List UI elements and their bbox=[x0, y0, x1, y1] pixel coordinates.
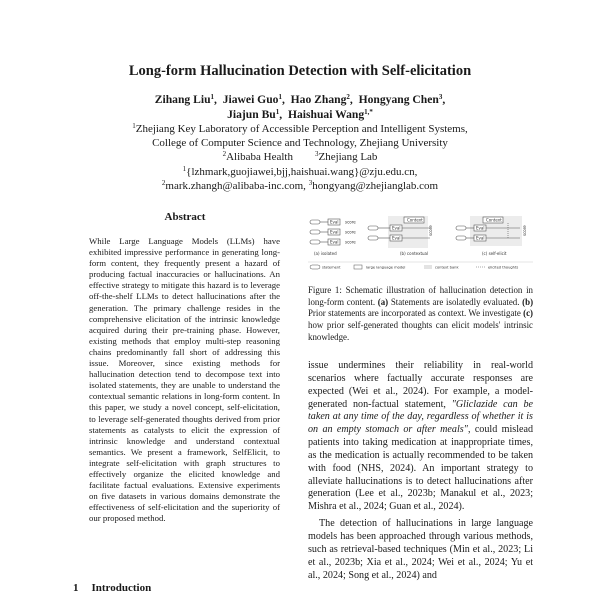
svg-text:statement: statement bbox=[322, 265, 341, 270]
svg-text:Eval: Eval bbox=[392, 235, 401, 241]
figure-panel-b bbox=[368, 216, 433, 256]
figure-caption: Figure 1: Schematic illustration of hallucination detection in long-form content. (a) Statements are isolatedly evaluated. (b) Prior statements are incorporated as context. We investigate (c) how prior self-generated thoughts can elicit models' intrinsic knowledge. bbox=[308, 285, 534, 342]
svg-text:Context: Context bbox=[486, 217, 502, 223]
svg-text:score: score bbox=[345, 219, 356, 225]
paragraph: issue undermines their reliability in real-world scenarios where factually accurate responses are expected (Wei et al., 2024). For example, a model-generated non-factual statement, "Gliclazide can be taken at any time of the day, regardless of whether it is on an empty stomach or after meals", could mislead patients into taking medication at inappropriate times, as the medication is actually recommended to be taken with food (NHS, 2024). An important strategy to alleviate hallucinations is to detect hallucinations after generation (Lee et al., 2023b; Manakul et al., 2023; Mishra et al., 2024; Guan et al., 2024). bbox=[308, 360, 534, 513]
svg-text:context bank: context bank bbox=[435, 265, 459, 270]
email-line-1: $^1${lzhmark,guojiawei,bjj,haishuai.wang}@zju.edu.cn, bbox=[182, 164, 418, 178]
svg-text:score: score bbox=[522, 225, 527, 236]
author-line-2: Jiajun Bu$^1$, Haishuai Wang$^{1,*}$ bbox=[227, 108, 373, 121]
paragraph: The detection of hallucinations in large language models has been approached through various methods, such as retrieval-based techniques (Min et al., 2023; Li et al., 2023b; Xia et al., 2024; Wei et al., 2024; Yu et al., 2024; Song et al., 2024) and bbox=[308, 518, 533, 581]
figure-panel-a bbox=[310, 219, 356, 256]
figure-panel-c bbox=[456, 216, 527, 256]
section-heading: 1 Introduction bbox=[73, 582, 152, 594]
abstract-text: While Large Language Models (LLMs) have exhibited impressive performance in generating long-form content, they frequently present a hazard of producing factual inaccuracies or hallucinations. An effective strategy to mitigate this hazard is to leverage off-the-shelf LLMs to detect hallucinations after the generation. The primary challenge resides in the comprehensive elicitation of the intrinsic knowledge acquired during their pre-training phase. However, existing methods that employ multi-step reasoning chains predominantly fall short of addressing this issue. Moreover, since existing methods for hallucination detection tend to decompose text into isolated statements, they are unable to understand the contextual semantic relations in long-form content. In this paper, we study a novel concept, self-elicitation, to leverage self-generated thoughts derived from prior statements as catalysts to elicit the expression of intrinsic knowledge and understand contextual semantics. We present a framework, SelfElicit, to integrate self-elicitation with graph structures to effectively organize the elicited knowledge and facilitate factual evaluations. Extensive experiments on five datasets in various domains demonstrate the effectiveness of self-elicitation and the superiority of our proposed method. bbox=[89, 236, 280, 524]
author-list bbox=[0, 92, 600, 122]
figure-panel-label: (a) isolated bbox=[314, 251, 337, 256]
abstract-heading: Abstract bbox=[164, 211, 206, 223]
affiliation-2-3: $^2$Alibaba Health $^3$Zhejiang Lab bbox=[222, 150, 378, 164]
author-name: Hao Zhang bbox=[290, 93, 347, 106]
body-text bbox=[308, 360, 533, 582]
affiliations bbox=[0, 122, 600, 193]
author-name: Jiawei Guo bbox=[222, 93, 279, 106]
affiliation-1-cont: College of Computer Science and Technology, Zhejiang University bbox=[152, 137, 448, 150]
svg-text:Eval: Eval bbox=[476, 235, 485, 241]
svg-text:score: score bbox=[428, 225, 433, 236]
author-line-1: Zihang Liu$^1$, Jiawei Guo$^1$, Hao Zhang$^2$, Hongyang Chen$^3$, bbox=[154, 93, 446, 106]
email-line-2: $^2$mark.zhangh@alibaba-inc.com, $^3$hongyang@zhejianglab.com bbox=[161, 178, 439, 192]
figure-legend bbox=[308, 262, 533, 270]
svg-text:Eval: Eval bbox=[476, 225, 485, 231]
svg-text:Eval: Eval bbox=[330, 219, 339, 225]
svg-text:score: score bbox=[345, 239, 356, 245]
svg-text:Eval: Eval bbox=[330, 229, 339, 235]
affiliation-1: $^1$Zhejiang Key Laboratory of Accessible Perception and Intelligent Systems, bbox=[132, 122, 468, 135]
author-name: Hongyang Chen bbox=[358, 93, 439, 106]
paper-title: Long-form Hallucination Detection with Self-elicitation bbox=[128, 63, 472, 79]
svg-text:Context: Context bbox=[407, 217, 423, 223]
svg-text:Eval: Eval bbox=[392, 225, 401, 231]
svg-text:large language model: large language model bbox=[366, 265, 406, 270]
figure-1 bbox=[308, 212, 533, 274]
author-name: Zihang Liu bbox=[154, 93, 211, 106]
svg-text:Eval: Eval bbox=[330, 239, 339, 245]
figure-panel-label: (c) self-elicit bbox=[482, 251, 507, 256]
svg-text:score: score bbox=[345, 229, 356, 235]
svg-text:elicited thoughts: elicited thoughts bbox=[488, 265, 519, 270]
author-name: Haishuai Wang bbox=[287, 108, 365, 121]
figure-panel-label: (b) contextual bbox=[400, 251, 429, 256]
author-name: Jiajun Bu bbox=[227, 108, 276, 121]
